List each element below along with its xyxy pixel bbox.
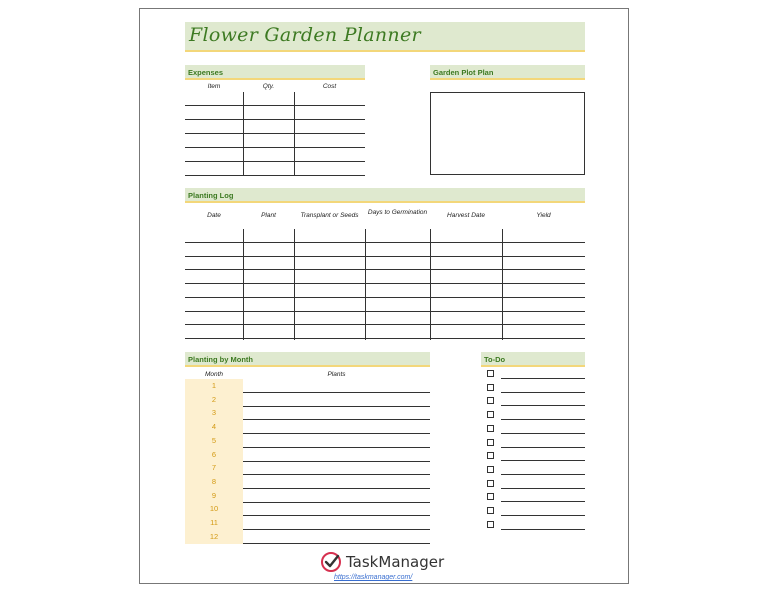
plants-line[interactable]: [243, 461, 430, 462]
expenses-label: Expenses: [188, 68, 224, 77]
month-number: 2: [211, 394, 217, 404]
month-number: 11: [210, 518, 218, 527]
plot-plan-header: [430, 65, 585, 80]
table-col-divider: [294, 92, 295, 175]
month-number: 7: [211, 463, 217, 473]
todo-line[interactable]: [501, 501, 585, 502]
month-number: 1: [211, 381, 217, 390]
table-row-line: [185, 119, 365, 120]
plants-line[interactable]: [243, 447, 430, 448]
table-row-line: [185, 161, 365, 162]
todo-line[interactable]: [501, 419, 585, 420]
todo-line[interactable]: [501, 378, 585, 379]
page-title: Flower Garden Planner: [189, 24, 421, 46]
plants-line[interactable]: [243, 488, 430, 489]
plants-line[interactable]: [243, 543, 430, 544]
table-col-divider: [502, 229, 503, 340]
month-number: 8: [211, 476, 217, 486]
todo-header: [481, 352, 585, 367]
table-col-divider: [294, 229, 295, 340]
todo-checkbox[interactable]: [487, 439, 494, 446]
todo-line[interactable]: [501, 405, 585, 406]
table-row-line: [185, 175, 365, 176]
todo-checkbox[interactable]: [487, 384, 494, 391]
todo-checkbox[interactable]: [487, 507, 494, 514]
todo-checkbox[interactable]: [487, 411, 494, 418]
todo-line[interactable]: [501, 488, 585, 489]
table-row-line: [185, 311, 585, 312]
planting-log-label: Planting Log: [188, 191, 234, 200]
todo-checkbox[interactable]: [487, 466, 494, 473]
todo-checkbox[interactable]: [487, 425, 494, 432]
log-col-yield: Yield: [536, 212, 551, 219]
brand-logo: [320, 550, 444, 574]
plants-line[interactable]: [243, 515, 430, 516]
month-col-header: Month: [204, 371, 224, 378]
todo-checkbox[interactable]: [487, 493, 494, 500]
table-row-line: [185, 283, 585, 284]
footer-link[interactable]: https://taskmanager.com/: [334, 574, 413, 581]
plants-line[interactable]: [243, 502, 430, 503]
expenses-col-qty: Qty.: [262, 83, 275, 90]
plants-col-header: Plants: [327, 371, 346, 378]
plants-line[interactable]: [243, 406, 430, 407]
table-col-divider: [365, 229, 366, 340]
todo-checkbox[interactable]: [487, 370, 494, 377]
table-row-line: [185, 256, 585, 257]
month-number: 4: [211, 422, 217, 432]
plants-line[interactable]: [243, 529, 430, 530]
expenses-header: [185, 65, 365, 80]
table-col-divider: [243, 92, 244, 175]
check-circle-icon: [320, 551, 342, 573]
log-col-transplant: Transplant or Seeds: [300, 212, 359, 219]
todo-line[interactable]: [501, 460, 585, 461]
table-row-line: [185, 242, 585, 243]
plants-line[interactable]: [243, 392, 430, 393]
table-row-line: [185, 133, 365, 134]
planner-page: [139, 8, 629, 584]
plot-plan-box[interactable]: [430, 92, 585, 175]
todo-checkbox[interactable]: [487, 521, 494, 528]
month-number: 5: [211, 435, 217, 445]
plants-line[interactable]: [243, 419, 430, 420]
planting-by-month-label: Planting by Month: [188, 355, 253, 364]
plants-line[interactable]: [243, 433, 430, 434]
table-row-line: [185, 324, 585, 325]
todo-checkbox[interactable]: [487, 480, 494, 487]
log-col-harvest: Harvest Date: [447, 212, 485, 219]
expenses-col-item: Item: [207, 83, 221, 90]
log-col-plant: Plant: [261, 212, 276, 219]
table-row-line: [185, 147, 365, 148]
brand-name: TaskManager: [346, 553, 445, 571]
plot-plan-label: Garden Plot Plan: [433, 68, 494, 77]
table-col-divider: [430, 229, 431, 340]
todo-checkbox[interactable]: [487, 397, 494, 404]
log-col-date: Date: [207, 212, 221, 219]
todo-line[interactable]: [501, 474, 585, 475]
planting-by-month-header: [185, 352, 430, 367]
todo-line[interactable]: [501, 447, 585, 448]
month-number: 9: [211, 490, 217, 500]
todo-line[interactable]: [501, 433, 585, 434]
month-number: 10: [209, 504, 219, 514]
todo-line[interactable]: [501, 529, 585, 530]
table-row-line: [185, 269, 585, 270]
todo-line[interactable]: [501, 392, 585, 393]
todo-line[interactable]: [501, 515, 585, 516]
planting-log-header: [185, 188, 585, 203]
log-col-germination: Days to Germination: [367, 209, 428, 216]
month-number: 12: [209, 531, 219, 541]
month-number: 3: [211, 408, 217, 418]
todo-checkbox[interactable]: [487, 452, 494, 459]
table-row-line: [185, 105, 365, 106]
todo-label: To-Do: [484, 355, 506, 364]
month-number: 6: [211, 449, 217, 459]
table-row-line: [185, 338, 585, 339]
table-row-line: [185, 297, 585, 298]
title-banner: [185, 22, 585, 52]
table-col-divider: [243, 229, 244, 340]
expenses-col-cost: Cost: [322, 83, 337, 90]
plants-line[interactable]: [243, 474, 430, 475]
